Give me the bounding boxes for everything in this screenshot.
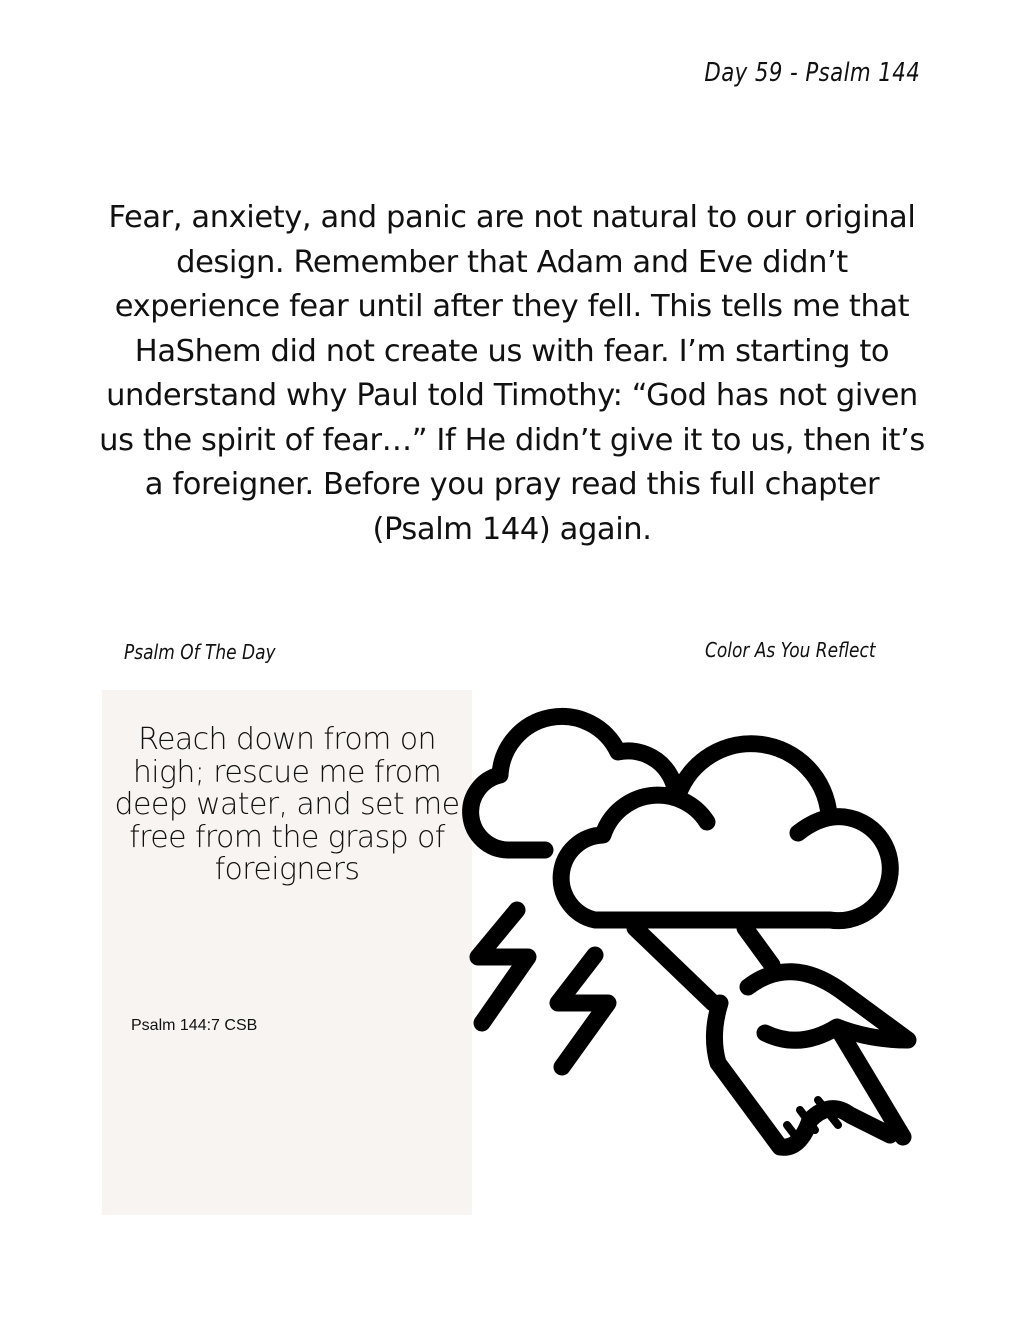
reflection-paragraph: Fear, anxiety, and panic are not natural to our original design. Remember that Adam and Eve didn’t experience fear until after they fell. This tells me that HaShem did not create us with fear. I’m starting to understand why Paul told Timothy: “God has not given us the spirit of fear…” If He didn’t give it to us, then it’s a foreigner. Before you pray read this full chapter (Psalm 144) again.	[99, 200, 925, 547]
day-title: Day 59 - Psalm 144	[704, 58, 920, 88]
verse-reference: Psalm 144:7 CSB	[131, 1017, 258, 1034]
verse-text: Reach down from on high; rescue me from deep water, and set me free from the grasp of foreigners	[114, 722, 460, 887]
color-as-you-reflect-label: Color As You Reflect	[705, 638, 876, 662]
lightning-bolt-icon	[558, 955, 608, 1067]
psalm-of-the-day-label: Psalm Of The Day	[124, 640, 276, 664]
front-cloud-icon	[561, 795, 890, 921]
back-cloud-icon	[471, 716, 676, 850]
lightning-bolt-icon	[478, 910, 528, 1023]
